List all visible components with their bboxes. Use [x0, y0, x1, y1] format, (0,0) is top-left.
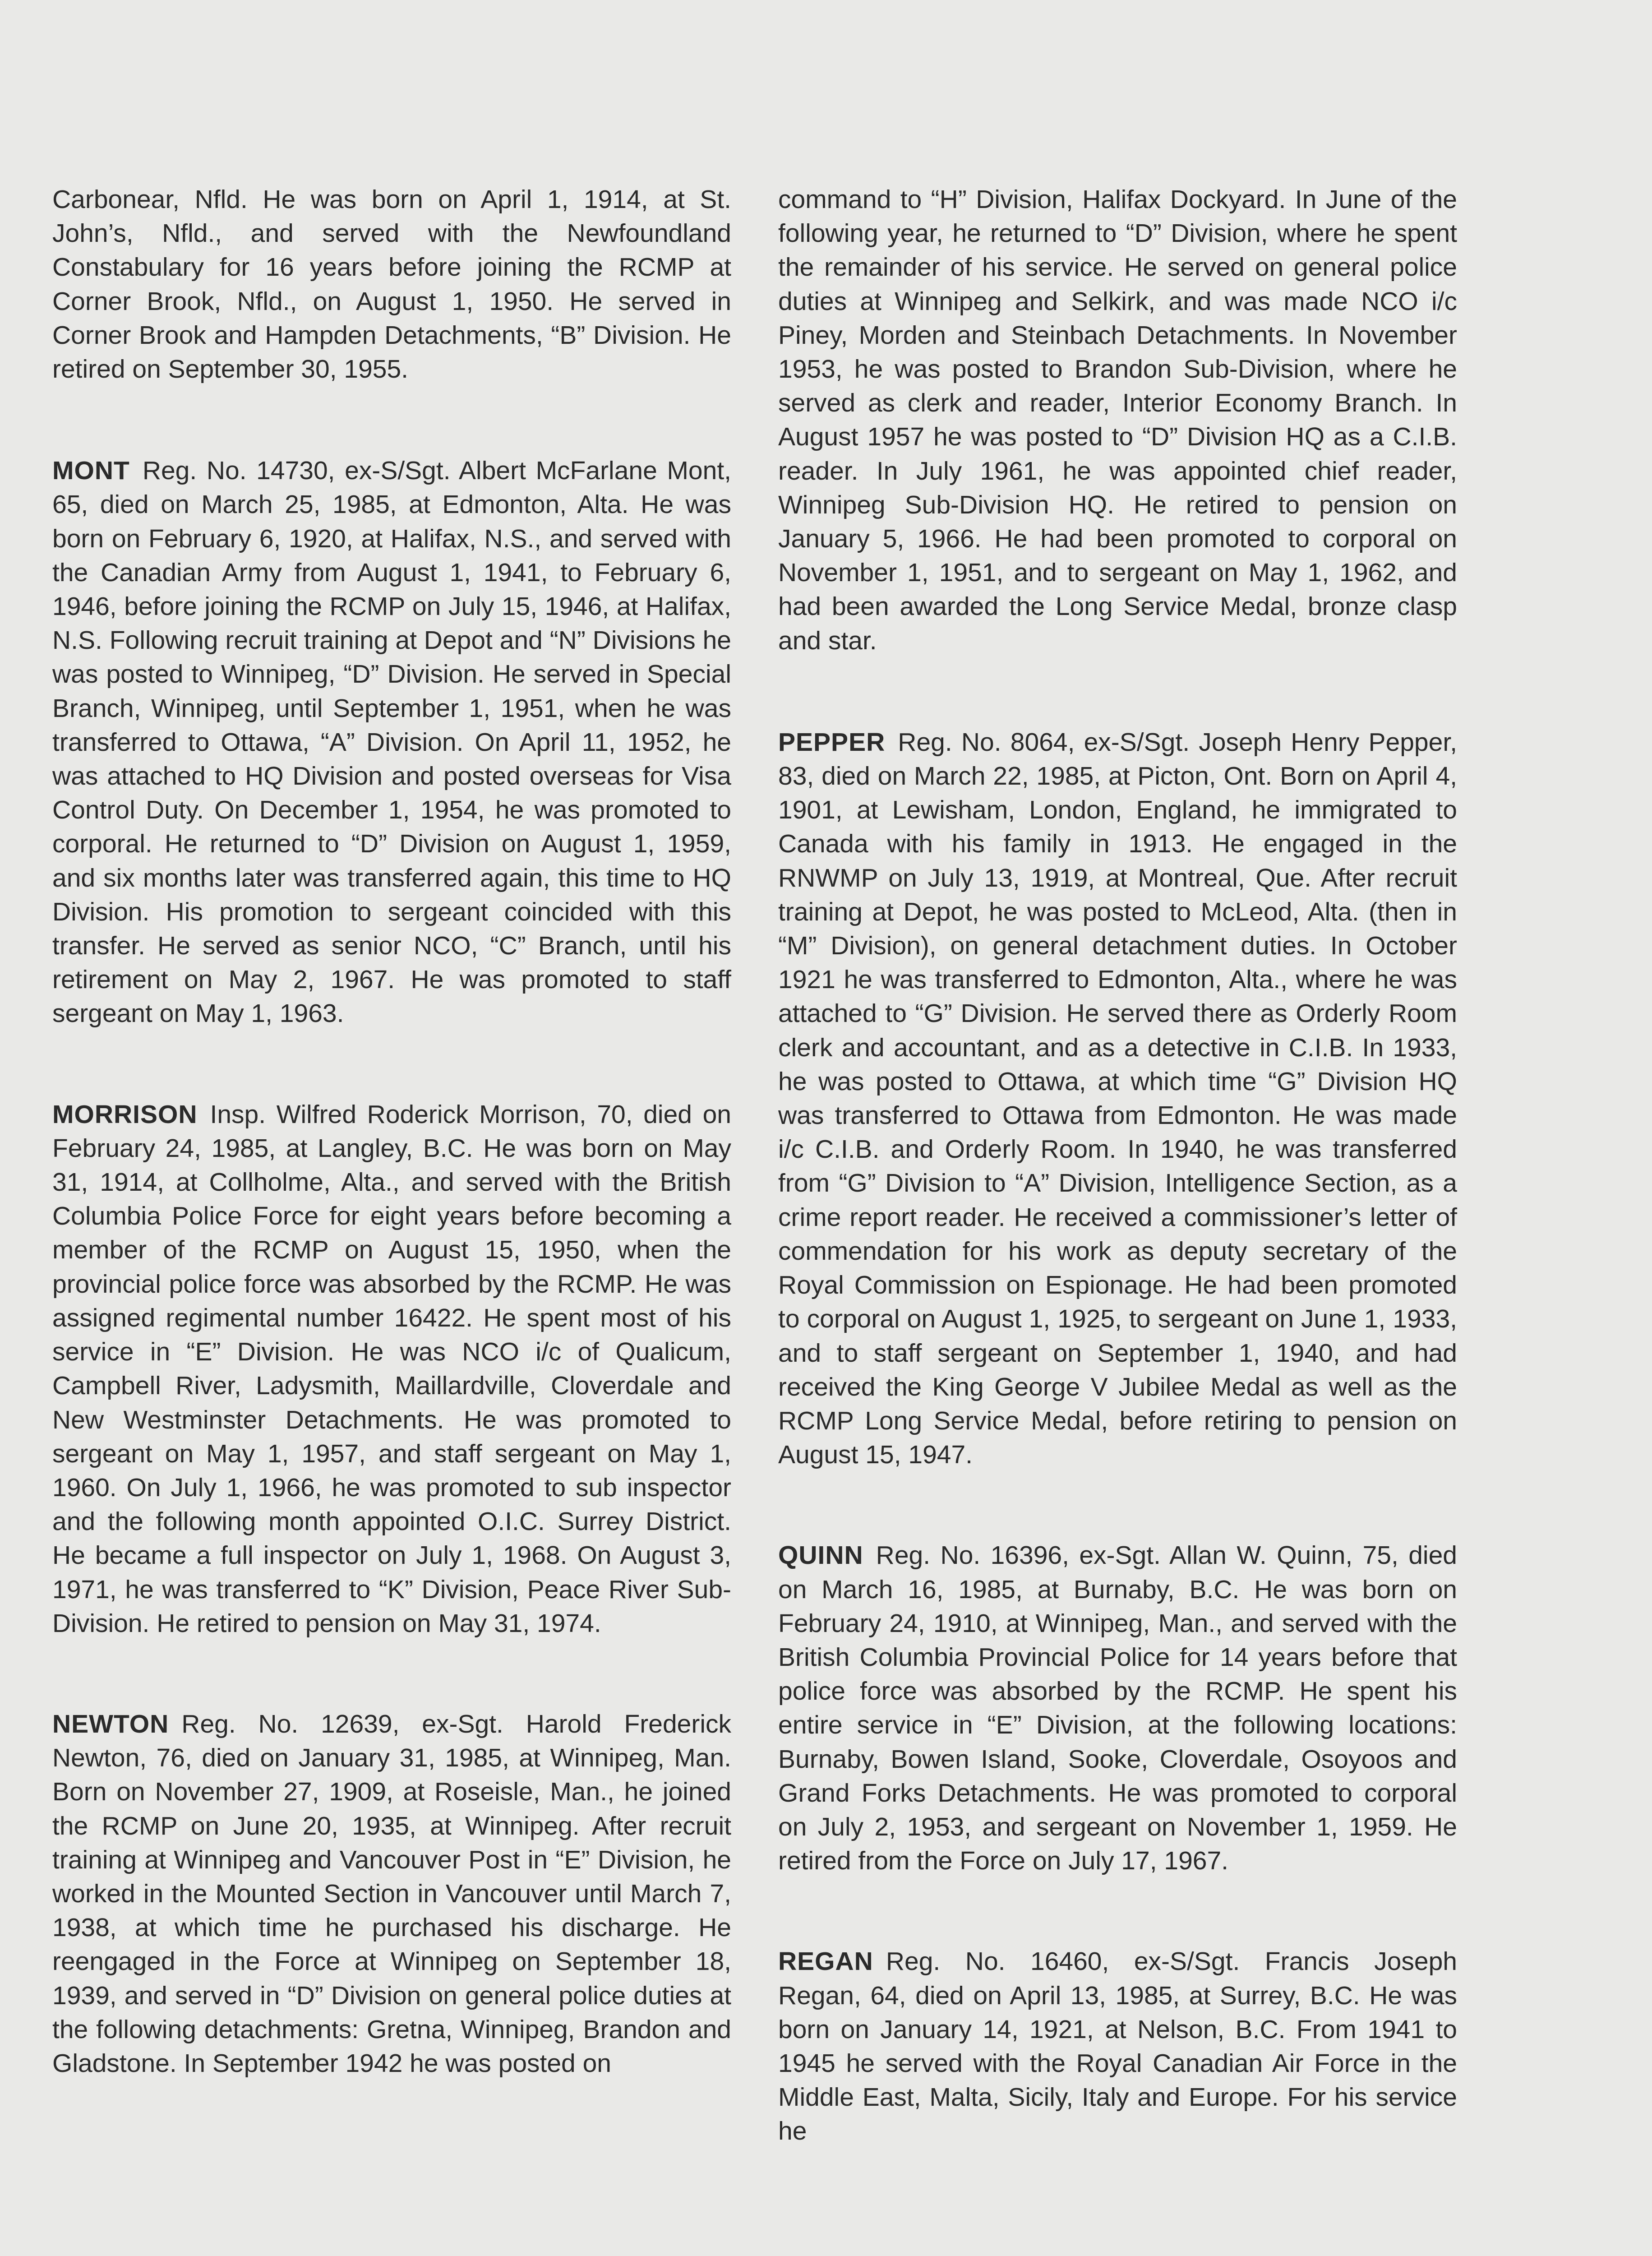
entry-paragraph	[778, 726, 1457, 1472]
left-column	[52, 183, 731, 2147]
entry-paragraph	[778, 1539, 1457, 1878]
continued-paragraph: Carbonear, Nfld. He was born on April 1, 1914, at St. John’s, Nfld., and served with the Newfoundland Constabulary for 16 years before joining the RCMP at Corner Brook, Nfld., on August 1, 1950. He served in Corner Brook and Hampden Detachments, “B” Division. He retired on September 30, 1955.	[52, 185, 731, 384]
entry-surname: PEPPER	[778, 727, 886, 757]
entry-text: Reg. No. 14730, ex-S/Sgt. Albert McFarlane Mont, 65, died on March 25, 1985, at Edmonton, Alta. He was born on February 6, 1920, at Halifax, N.S., and served with the Canadian Army from August 1, 1941, to February 6, 1946, before joining the RCMP on July 15, 1946, at Halifax, N.S. Following recruit training at Depot and “N” Divisions he was posted to Winnipeg, “D” Division. He served in Special Branch, Winnipeg, until September 1, 1951, when he was transferred to Ottawa, “A” Division. On April 11, 1952, he was attached to HQ Division and posted overseas for Visa Control Duty. On December 1, 1954, he was promoted to corporal. He returned to “D” Division on August 1, 1959, and six months later was transferred again, this time to HQ Division. His promotion to sergeant coincided with this transfer. He served as senior NCO, “C” Branch, until his retirement on May 2, 1967. He was promoted to staff sergeant on May 1, 1963.	[52, 456, 731, 1028]
entry-text: Reg. No. 8064, ex-S/Sgt. Joseph Henry Pepper, 83, died on March 22, 1985, at Picton, Ont. Born on April 4, 1901, at Lewisham, London, England, he immigrated to Canada with his family in 1913. He engaged in the RNWMP on July 13, 1919, at Montreal, Que. After recruit training at Depot, he was posted to McLeod, Alta. (then in “M” Division), on general detachment duties. In October 1921 he was transferred to Edmonton, Alta., where he was attached to “G” Division. He served there as Orderly Room clerk and accountant, and as a detective in C.I.B. In 1933, he was posted to Ottawa, at which time “G” Division HQ was transferred to Ottawa from Edmonton. He was made i/c C.I.B. and Orderly Room. In 1940, he was transferred from “G” Division to “A” Division, Intelligence Section, as a crime report reader. He received a commissioner’s letter of commendation for his work as deputy secretary of the Royal Commission on Espionage. He had been promoted to corporal on August 1, 1925, to sergeant on June 1, 1933, and to staff sergeant on September 1, 1940, and had received the King George V Jubilee Medal as well as the RCMP Long Service Medal, before retiring to pension on August 15, 1947.	[778, 727, 1457, 1470]
obituary-entry-newton	[52, 1707, 731, 2080]
entry-surname: MONT	[52, 456, 130, 485]
entry-surname: QUINN	[778, 1541, 863, 1570]
obituary-entry-quinn	[778, 1539, 1457, 1878]
entry-text: Reg. No. 16396, ex-Sgt. Allan W. Quinn, 75, died on March 16, 1985, at Burnaby, B.C. He was born on February 24, 1910, at Winnipeg, Man., and served with the British Columbia Provincial Police for 14 years before that police force was absorbed by the RCMP. He spent his entire service in “E” Division, at the following locations: Burnaby, Bowen Island, Sooke, Cloverdale, Osoyoos and Grand Forks Detachments. He was promoted to corporal on July 2, 1953, and sergeant on November 1, 1959. He retired from the Force on July 17, 1967.	[778, 1541, 1457, 1876]
entry-text: Insp. Wilfred Roderick Morrison, 70, died on February 24, 1985, at Langley, B.C. He was born on May 31, 1914, at Collholme, Alta., and served with the British Columbia Police Force for eight years before becoming a member of the RCMP on August 15, 1950, when the provincial police force was absorbed by the RCMP. He was assigned regimental number 16422. He spent most of his service in “E” Division. He was NCO i/c of Qualicum, Campbell River, Ladysmith, Maillardville, Cloverdale and New Westminster Detachments. He was promoted to sergeant on May 1, 1957, and staff sergeant on May 1, 1960. On July 1, 1966, he was promoted to sub inspector and the following month appointed O.I.C. Surrey District. He became a full inspector on July 1, 1968. On August 3, 1971, he was transferred to “K” Division, Peace River Sub-Division. He retired to pension on May 31, 1974.	[52, 1100, 731, 1638]
entry-surname: NEWTON	[52, 1709, 169, 1738]
right-column	[778, 183, 1457, 2215]
obituary-entry-morrison	[52, 1098, 731, 1641]
entry-paragraph	[778, 1945, 1457, 2148]
obituary-entry-mont	[52, 454, 731, 1031]
entry-text: Reg. No. 12639, ex-Sgt. Harold Frederick Newton, 76, died on January 31, 1985, at Winnipeg, Man. Born on November 27, 1909, at Roseisle, Man., he joined the RCMP on June 20, 1935, at Winnipeg. After recruit training at Winnipeg and Vancouver Post in “E” Division, he worked in the Mounted Section in Vancouver until March 7, 1938, at which time he purchased his discharge. He reengaged in the Force at Winnipeg on September 18, 1939, and served in “D” Division on general police duties at the following detachments: Gretna, Winnipeg, Brandon and Gladstone. In September 1942 he was posted on	[52, 1709, 731, 2078]
entry-surname: MORRISON	[52, 1100, 198, 1129]
entry-text: Reg. No. 16460, ex-S/Sgt. Francis Joseph Regan, 64, died on April 13, 1985, at Surrey, B.C. He was born on January 14, 1921, at Nelson, B.C. From 1941 to 1945 he served with the Royal Canadian Air Force in the Middle East, Malta, Sicily, Italy and Europe. For his service he	[778, 1947, 1457, 2146]
obituary-entry-regan	[778, 1945, 1457, 2148]
entry-paragraph	[52, 1098, 731, 1641]
obituary-entry-pepper	[778, 726, 1457, 1472]
continued-paragraph: command to “H” Division, Halifax Dockyard. In June of the following year, he returned to “D” Division, where he spent the remainder of his service. He served on general police duties at Winnipeg and Selkirk, and was made NCO i/c Piney, Morden and Steinbach Detachments. In November 1953, he was posted to Brandon Sub-Division, where he served as clerk and reader, Interior Economy Branch. In August 1957 he was posted to “D” Division HQ as a C.I.B. reader. In July 1961, he was appointed chief reader, Winnipeg Sub-Division HQ. He retired to pension on January 5, 1966. He had been promoted to corporal on November 1, 1951, and to sergeant on May 1, 1962, and had been awarded the Long Service Medal, bronze clasp and star.	[778, 185, 1457, 655]
entry-paragraph	[52, 1707, 731, 2080]
entry-paragraph	[52, 454, 731, 1031]
entry-surname: REGAN	[778, 1947, 873, 1976]
